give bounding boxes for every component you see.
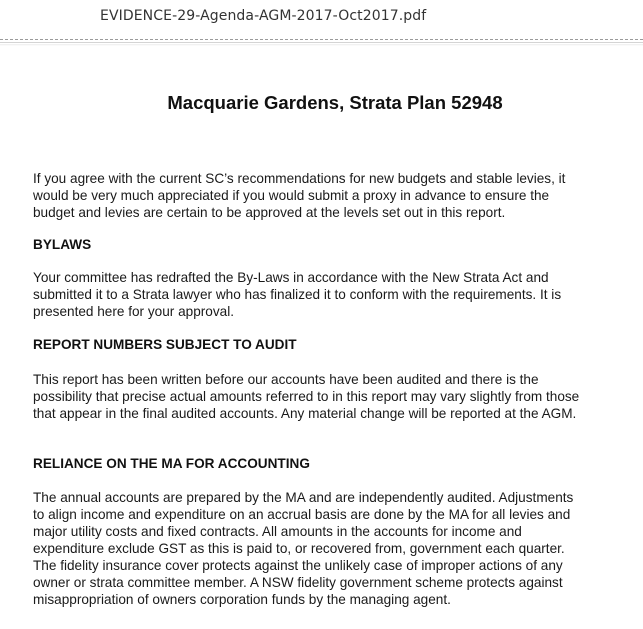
page-top-border (0, 42, 643, 43)
section-heading-bylaws: BYLAWS (33, 237, 92, 252)
intro-paragraph (33, 170, 633, 221)
bylaws-line: submitted it to a Strata lawyer who has finalized it to conform with the requirements. It is (33, 287, 562, 302)
bylaws-paragraph (33, 269, 633, 320)
accounting-line: to align income and expenditure on an accrual basis are done by the MA for all levies and (33, 507, 571, 522)
bylaws-line: Your committee has redrafted the By-Laws in accordance with the New Strata Act and (33, 270, 549, 285)
accounting-line: expenditure exclude GST as this is paid to, or recovered from, government each quarter. (33, 541, 565, 556)
page-divider (0, 39, 643, 40)
section-heading-audit: REPORT NUMBERS SUBJECT TO AUDIT (33, 337, 297, 352)
audit-line: that appear in the final audited accounts. Any material change will be reported at the AGM. (33, 406, 577, 421)
accounting-line: The annual accounts are prepared by the MA and are independently audited. Adjustments (33, 490, 574, 505)
intro-line: budget and levies are certain to be approved at the levels set out in this report. (33, 205, 506, 220)
document-filename: EVIDENCE-29-Agenda-AGM-2017-Oct2017.pdf (100, 8, 427, 24)
viewer-titlebar (0, 0, 643, 38)
accounting-line: The fidelity insurance cover protects against the unlikely case of improper actions of any (33, 558, 563, 573)
audit-line: possibility that precise actual amounts referred to in this report may vary slightly from those (33, 389, 580, 404)
audit-line: This report has been written before our accounts have been audited and there is the (33, 372, 539, 387)
accounting-line: major utility costs and fixed contracts. All amounts in the accounts for income and (33, 524, 522, 539)
document-title: Macquarie Gardens, Strata Plan 52948 (167, 92, 503, 113)
accounting-paragraph (33, 489, 633, 608)
intro-line: If you agree with the current SC’s recommendations for new budgets and stable levies, it (33, 171, 566, 186)
document-page (0, 46, 643, 629)
bylaws-line: presented here for your approval. (33, 304, 235, 319)
intro-line: would be very much appreciated if you would submit a proxy in advance to ensure the (33, 188, 550, 203)
audit-paragraph (33, 371, 633, 422)
accounting-line: owner or strata committee member. A NSW fidelity government scheme protects against (33, 575, 563, 590)
section-heading-accounting: RELIANCE ON THE MA FOR ACCOUNTING (33, 456, 310, 471)
accounting-line: misappropriation of owners corporation funds by the managing agent. (33, 592, 451, 607)
